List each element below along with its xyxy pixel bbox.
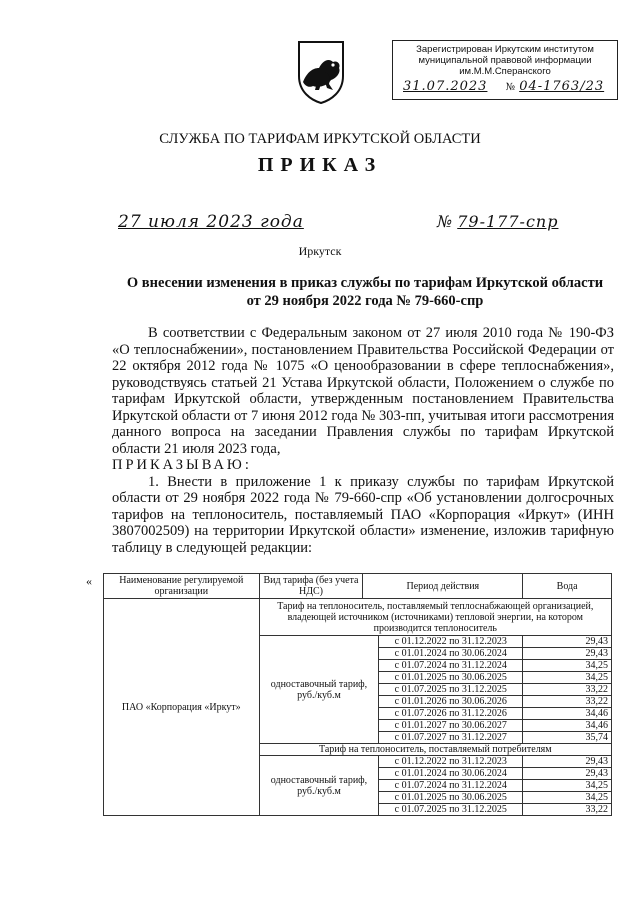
water-tariff-value-cell: 34,25 (523, 660, 612, 672)
water-tariff-value-cell: 29,43 (523, 756, 612, 768)
period-cell: с 01.07.2025 по 31.12.2025 (379, 684, 523, 696)
header-org: Наименование регулируемой организации (104, 574, 260, 599)
order-heading-line-2: от 29 ноября 2022 года № 79-660-спр (246, 293, 484, 309)
table-opening-quote: « (86, 574, 92, 588)
org-name-cell: ПАО «Корпорация «Иркут» (104, 599, 260, 816)
item-1-paragraph: 1. Внести в приложение 1 к приказу службы по тарифам Иркутской области от 29 ноября 2022 года № 79-660-спр «Об установлении долгосрочных тарифов на теплоноситель, поставляемый ПАО «Корпорация «Иркут» (ИНН 3807002509) на территории Иркутской области» изменение, изложив тарифную таблицу в следующей редакции: (112, 473, 614, 556)
section-1-title: Тариф на теплоноситель, поставляемый теплоснабжающей организацией, владеющей источником (источниками) тепловой энергии, на котором производится теплоноситель (259, 599, 611, 636)
water-tariff-value-cell: 35,74 (523, 732, 612, 744)
order-number (437, 212, 558, 231)
water-tariff-value-cell: 34,25 (523, 792, 612, 804)
agency-name: СЛУЖБА ПО ТАРИФАМ ИРКУТСКОЙ ОБЛАСТИ (159, 131, 481, 147)
period-cell: с 01.12.2022 по 31.12.2023 (379, 756, 523, 768)
period-cell: с 01.01.2025 по 30.06.2025 (379, 672, 523, 684)
handwritten-order-date: 27 июля 2023 года (118, 212, 304, 232)
section-1-row (104, 599, 612, 636)
period-cell: с 01.07.2024 по 31.12.2024 (379, 780, 523, 792)
period-cell: с 01.07.2027 по 31.12.2027 (379, 732, 523, 744)
stamp-line-3: им.М.М.Сперанского (459, 66, 551, 77)
prikazyvayu-heading: ПРИКАЗЫВАЮ: (112, 457, 252, 473)
header-water: Вода (523, 574, 612, 599)
section2-tariff-type-cell: одноставочный тариф, руб./куб.м (259, 756, 379, 816)
order-body (112, 325, 614, 556)
period-cell: с 01.01.2024 по 30.06.2024 (379, 648, 523, 660)
stamp-registration-date: 31.07.2023 (403, 79, 488, 94)
tariff-table (103, 573, 612, 816)
water-tariff-value-cell: 33,22 (523, 696, 612, 708)
period-cell: с 01.12.2022 по 31.12.2023 (379, 636, 523, 648)
period-cell: с 01.01.2026 по 30.06.2026 (379, 696, 523, 708)
water-tariff-value-cell: 34,25 (523, 780, 612, 792)
period-cell: с 01.01.2027 по 30.06.2027 (379, 720, 523, 732)
stamp-line-1: Зарегистрирован Иркутским институтом (416, 44, 594, 55)
handwritten-order-number: 79-177-спр (457, 212, 559, 231)
water-tariff-value-cell: 33,22 (523, 684, 612, 696)
registration-stamp (392, 40, 618, 100)
table-header-row (104, 574, 612, 599)
water-tariff-value-cell: 34,46 (523, 720, 612, 732)
stamp-line-2: муниципальной правовой информации (418, 55, 592, 66)
header-period: Период действия (363, 574, 523, 599)
stamp-registration-info (403, 81, 613, 93)
section1-tariff-type-cell: одноставочный тариф, руб./куб.м (259, 636, 379, 744)
water-tariff-value-cell: 33,22 (523, 804, 612, 816)
water-tariff-value-cell: 34,46 (523, 708, 612, 720)
stamp-number-label: № (505, 82, 516, 93)
water-tariff-value-cell: 29,43 (523, 768, 612, 780)
city-name: Иркутск (298, 244, 342, 258)
period-cell: с 01.01.2024 по 30.06.2024 (379, 768, 523, 780)
order-number-label: № (437, 212, 453, 231)
order-heading (110, 274, 620, 310)
header-type: Вид тарифа (без учета НДС) (259, 574, 363, 599)
coat-of-arms-emblem (295, 38, 347, 104)
period-cell: с 01.07.2026 по 31.12.2026 (379, 708, 523, 720)
preamble-paragraph: В соответствии с Федеральным законом от 27 июля 2010 года № 190-ФЗ «О теплоснабжении», постановлением Правительства Российской Федерации от 22 октября 2012 года № 1075 «О ценообразовании в сфере теплоснабжения», руководствуясь статьей 21 Устава Иркутской области, Положением о службе по тарифам Иркутской области, утвержденным постановлением Правительства Иркутской области от 7 июня 2012 года № 303-пп, учитывая итоги рассмотрения данного вопроса на заседании Правления службы по тарифам Иркутской области 21 июля 2023 года, (112, 325, 614, 457)
period-cell: с 01.01.2025 по 30.06.2025 (379, 792, 523, 804)
order-heading-line-1: О внесении изменения в приказ службы по тарифам Иркутской области (126, 275, 604, 291)
document-type-title: ПРИКАЗ (257, 154, 383, 176)
period-cell: с 01.07.2025 по 31.12.2025 (379, 804, 523, 816)
period-cell: с 01.07.2024 по 31.12.2024 (379, 660, 523, 672)
section-2-title: Тариф на теплоноситель, поставляемый потребителям (259, 744, 611, 756)
water-tariff-value-cell: 29,43 (523, 648, 612, 660)
water-tariff-value-cell: 29,43 (523, 636, 612, 648)
water-tariff-value-cell: 34,25 (523, 672, 612, 684)
stamp-registration-number: 04-1763/23 (519, 79, 605, 94)
